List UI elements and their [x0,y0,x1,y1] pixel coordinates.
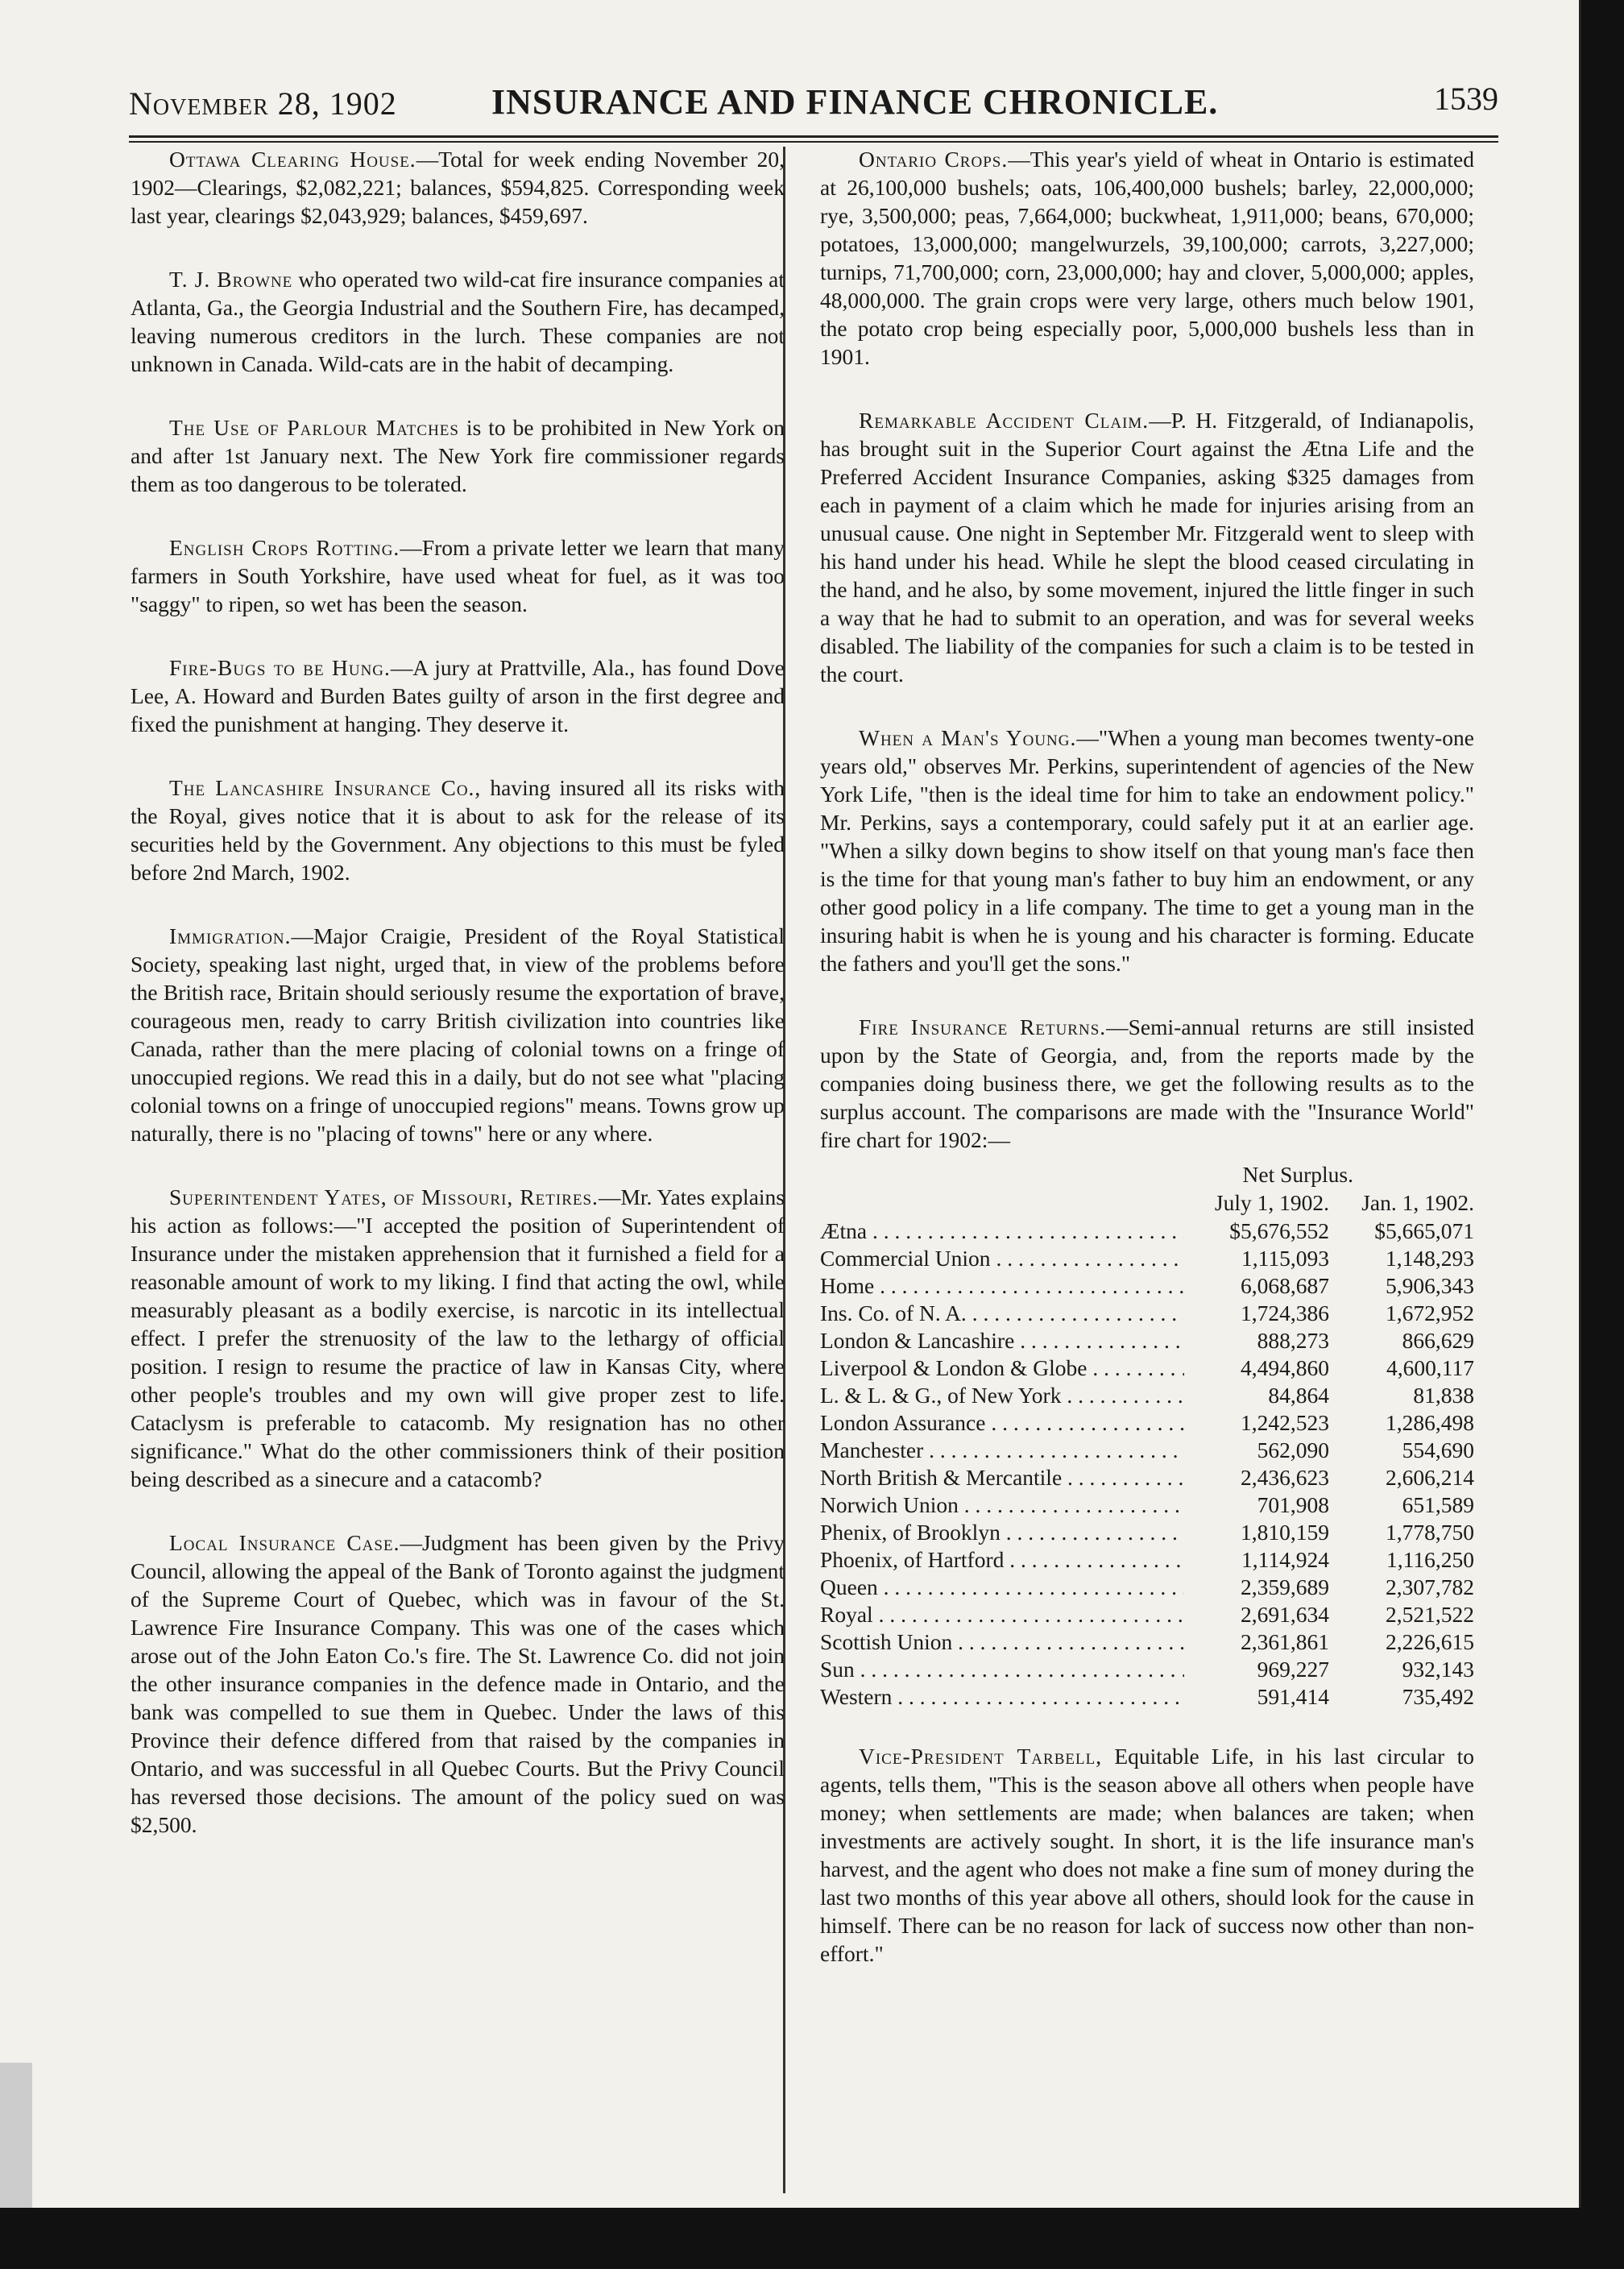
company-name: L. & L. & G., of New York . . . [820,1381,1184,1409]
company-name: Queen . . . [820,1573,1184,1601]
surplus-jan: 1,672,952 [1329,1299,1474,1327]
surplus-july: 701,908 [1184,1491,1329,1519]
table-header-july: July 1, 1902. [1214,1190,1329,1215]
left-column [130,145,785,1874]
company-name: Home . . . [820,1271,1184,1300]
surplus-july: 591,414 [1184,1682,1329,1711]
surplus-july: 888,273 [1184,1326,1329,1354]
header-rule-top [129,135,1498,138]
table-header-jan: Jan. 1, 1902. [1361,1190,1474,1215]
table-row [820,1628,1474,1655]
article-ottawa-clearing-house: Ottawa Clearing House.—Total for week ending November 20, 1902—Clearings, $2,082,221; balances, $594,825. Corresponding week last year, clearings $2,043,929; balances, $459,697. [130,147,785,228]
table-row [820,1600,1474,1628]
surplus-july: 1,724,386 [1184,1299,1329,1327]
surplus-jan: 1,116,250 [1329,1545,1474,1574]
surplus-jan: 4,600,117 [1329,1354,1474,1382]
company-name: Western . . . [820,1682,1184,1711]
header-rule-bottom [129,141,1498,143]
company-name: Commercial Union . . . [820,1244,1184,1272]
company-name: Phoenix, of Hartford . . . [820,1545,1184,1574]
header-title: INSURANCE AND FINANCE CHRONICLE. [491,82,1219,122]
article-superintendent-yates: Superintendent Yates, of Missouri, Retires.—Mr. Yates explains his action as follows:—"I accepted the position of Superintendent of Insurance under the mistaken apprehension that it furnished a field for a reasonable amount of work to my liking. I find that acting the owl, while measurably pleasant as a bodily exercise, is narcotic in its intellectual effect. I prefer the strenuosity of the law to the lethargy of official position. I resign to resume the practice of law in Kansas City, where other people's troubles and my own will give proper zest to life. Cataclysm is preferable to catacomb. My resignation has no other significance." What do the other commissioners think of their position being described as a sinecure and a catacomb? [130,1184,785,1491]
article-fire-bugs: Fire-Bugs to be Hung.—A jury at Prattville, Ala., has found Dove Lee, A. Howard and Burden Bates guilty of arson in the first degree and fixed the punishment at hanging. They deserve it. [130,655,785,736]
surplus-july: 1,114,924 [1184,1545,1329,1574]
surplus-jan: $5,665,071 [1329,1217,1474,1245]
surplus-july: 4,494,860 [1184,1354,1329,1382]
surplus-jan: 554,690 [1329,1436,1474,1464]
company-name: Manchester . . . [820,1436,1184,1464]
table-row [820,1408,1474,1436]
surplus-july: 1,115,093 [1184,1244,1329,1272]
table-row [820,1326,1474,1354]
surplus-jan: 735,492 [1329,1682,1474,1711]
table-row [820,1217,1474,1244]
surplus-july: 6,068,687 [1184,1271,1329,1300]
surplus-july: 2,691,634 [1184,1600,1329,1628]
table-row [820,1299,1474,1326]
table-row [820,1573,1474,1600]
surplus-jan: 2,226,615 [1329,1628,1474,1656]
company-name: Liverpool & London & Globe . . . [820,1354,1184,1382]
page-number: 1539 [1434,81,1498,117]
surplus-jan: 932,143 [1329,1655,1474,1683]
table-title: Net Surplus. [1242,1162,1353,1187]
table-row [820,1271,1474,1299]
page-header [129,81,1498,133]
article-immigration: Immigration.—Major Craigie, President of the Royal Statistical Society, speaking last night, urged that, in view of the problems before the British race, Britain should seriously resume the exportation of brave, courageous men, ready to carry British civilization into countries like Canada, rather than the mere placing of colonial towns on a fringe of unoccupied regions. We read this in a daily, but do not see what "placing colonial towns on a fringe of unoccupied regions" means. Towns grow up naturally, there is no "placing of towns" here or any where. [130,923,785,1146]
article-accident-claim: Remarkable Accident Claim.—P. H. Fitzgerald, of Indianapolis, has brought suit in the Superior Court against the Ætna Life and the Preferred Accident Insurance Companies, asking $325 damages from each in payment of a claim which he made for injuries arising from an unusual cause. One night in September Mr. Fitzgerald went to sleep with his hand under his head. While he slept the blood ceased circulating in the hand, and he also, by some movement, injured the little finger in such a way that he had to submit to an operation, and was for several weeks disabled. The liability of the companies for such a claim is to be tested in the court. [820,408,1474,687]
surplus-jan: 866,629 [1329,1326,1474,1354]
company-name: Ins. Co. of N. A. . . . [820,1299,1184,1327]
surplus-jan: 2,521,522 [1329,1600,1474,1628]
surplus-jan: 1,148,293 [1329,1244,1474,1272]
surplus-july: 2,359,689 [1184,1573,1329,1601]
surplus-jan: 2,307,782 [1329,1573,1474,1601]
company-name: London Assurance . . . [820,1408,1184,1437]
table-row [820,1463,1474,1491]
surplus-july: 969,227 [1184,1655,1329,1683]
company-name: Sun . . . [820,1655,1184,1683]
company-name: Phenix, of Brooklyn . . . [820,1518,1184,1546]
company-name: North British & Mercantile . . . [820,1463,1184,1491]
surplus-jan: 81,838 [1329,1381,1474,1409]
table-row [820,1682,1474,1710]
table-row [820,1381,1474,1408]
surplus-july: 2,361,861 [1184,1628,1329,1656]
page-edge-stain [0,2063,32,2208]
surplus-july: $5,676,552 [1184,1217,1329,1245]
company-name: London & Lancashire . . . [820,1326,1184,1354]
table-row [820,1436,1474,1463]
table-row [820,1354,1474,1381]
table-body [820,1217,1474,1710]
company-name: Norwich Union . . . [820,1491,1184,1519]
surplus-july: 1,810,159 [1184,1518,1329,1546]
surplus-july: 84,864 [1184,1381,1329,1409]
surplus-jan: 1,778,750 [1329,1518,1474,1546]
article-fire-returns: Fire Insurance Returns.—Semi-annual returns are still insisted upon by the State of Georgia, and, from the reports made by the companies doing business there, we get the following results as to the surplus account. The comparisons are made with the "Insurance World" fire chart for 1902:— [820,1014,1474,1152]
surplus-jan: 1,286,498 [1329,1408,1474,1437]
surplus-jan: 5,906,343 [1329,1271,1474,1300]
table-row [820,1655,1474,1682]
article-english-crops: English Crops Rotting.—From a private letter we learn that many farmers in South Yorkshire, have used wheat for fuel, as it was too "saggy" to ripen, so wet has been the season. [130,535,785,616]
article-mans-young: When a Man's Young.—"When a young man becomes twenty-one years old," observes Mr. Perkins, superintendent of agencies of the New York Life, "then is the ideal time for him to take an endowment policy." Mr. Perkins, says a contemporary, could safely put it at an earlier age. "When a silky down begins to show itself on that young man's face then is the time for that young man's father to buy him an endowment, or any other good policy in a life company. The time to get a young man in the insuring habit is when he is young and his character is forming. Educate the fathers and you'll get the sons." [820,725,1474,976]
header-date: November 28, 1902 [129,85,397,122]
surplus-jan: 2,606,214 [1329,1463,1474,1491]
article-t-j-browne: T. J. Browne who operated two wild-cat fire insurance companies at Atlanta, Ga., the Georgia Industrial and the Southern Fire, has decamped, leaving numerous creditors in the lurch. These companies are not unknown in Canada. Wild-cats are in the habit of decamping. [130,267,785,376]
company-name: Ætna . . . [820,1217,1184,1245]
surplus-july: 562,090 [1184,1436,1329,1464]
table-row [820,1518,1474,1545]
article-ontario-crops: Ontario Crops.—This year's yield of wheat in Ontario is estimated at 26,100,000 bushels; oats, 106,400,000 bushels; barley, 22,000,000; rye, 3,500,000; peas, 7,664,000; buckwheat, 1,911,000; beans, 670,000; potatoes, 13,000,000; mangelwurzels, 39,100,000; carrots, 3,227,000; turnips, 71,700,000; corn, 23,000,000; hay and clover, 5,000,000; apples, 48,000,000. The grain crops were very large, others much below 1901, the potato crop being especially poor, 5,000,000 bushels less than in 1901. [820,147,1474,369]
table-column-headers [820,1188,1474,1217]
article-local-insurance-case: Local Insurance Case.—Judgment has been given by the Privy Council, allowing the appeal of the Bank of Toronto against the judgment of the Supreme Court of Quebec, which was in favour of the St. Lawrence Fire Insurance Company. This was one of the cases which arose out of the John Eaton Co.'s fire. The St. Lawrence Co. did not join the other insurance companies in the defence made in Ontario, and the bank was compelled to sue them in Quebec. Under the laws of this Province their defence differed from that raised by the companies in Ontario, and was successful in all Quebec Courts. But the Privy Council has reversed those decisions. The amount of the policy sued on was $2,500. [130,1530,785,1837]
surplus-july: 1,242,523 [1184,1408,1329,1437]
table-row [820,1545,1474,1573]
table-row [820,1244,1474,1271]
article-parlour-matches: The Use of Parlour Matches is to be prohibited in New York on and after 1st January next. The New York fire commissioner regards them as too dangerous to be tolerated. [130,415,785,496]
article-lancashire: The Lancashire Insurance Co., having insured all its risks with the Royal, gives notice that it is about to ask for the release of its securities held by the Government. Any objections to this must be fyled before 2nd March, 1902. [130,775,785,885]
table-row [820,1491,1474,1518]
company-name: Royal . . . [820,1600,1184,1628]
article-vice-president-tarbell: Vice-President Tarbell, Equitable Life, in his last circular to agents, tells them, "This is the season above all others when people have money; when settlements are made; when balances are taken; when investments are actively sought. In short, it is the life insurance man's harvest, and the agent who does not make a fine sum of money during the last two months of this year above all others, should look for the cause in himself. There can be no reason for lack of success now other than non-effort." [820,1744,1474,1966]
surplus-jan: 651,589 [1329,1491,1474,1519]
surplus-july: 2,436,623 [1184,1463,1329,1491]
right-column [820,145,1474,2003]
company-name: Scottish Union . . . [820,1628,1184,1656]
net-surplus-table [820,1160,1474,1710]
